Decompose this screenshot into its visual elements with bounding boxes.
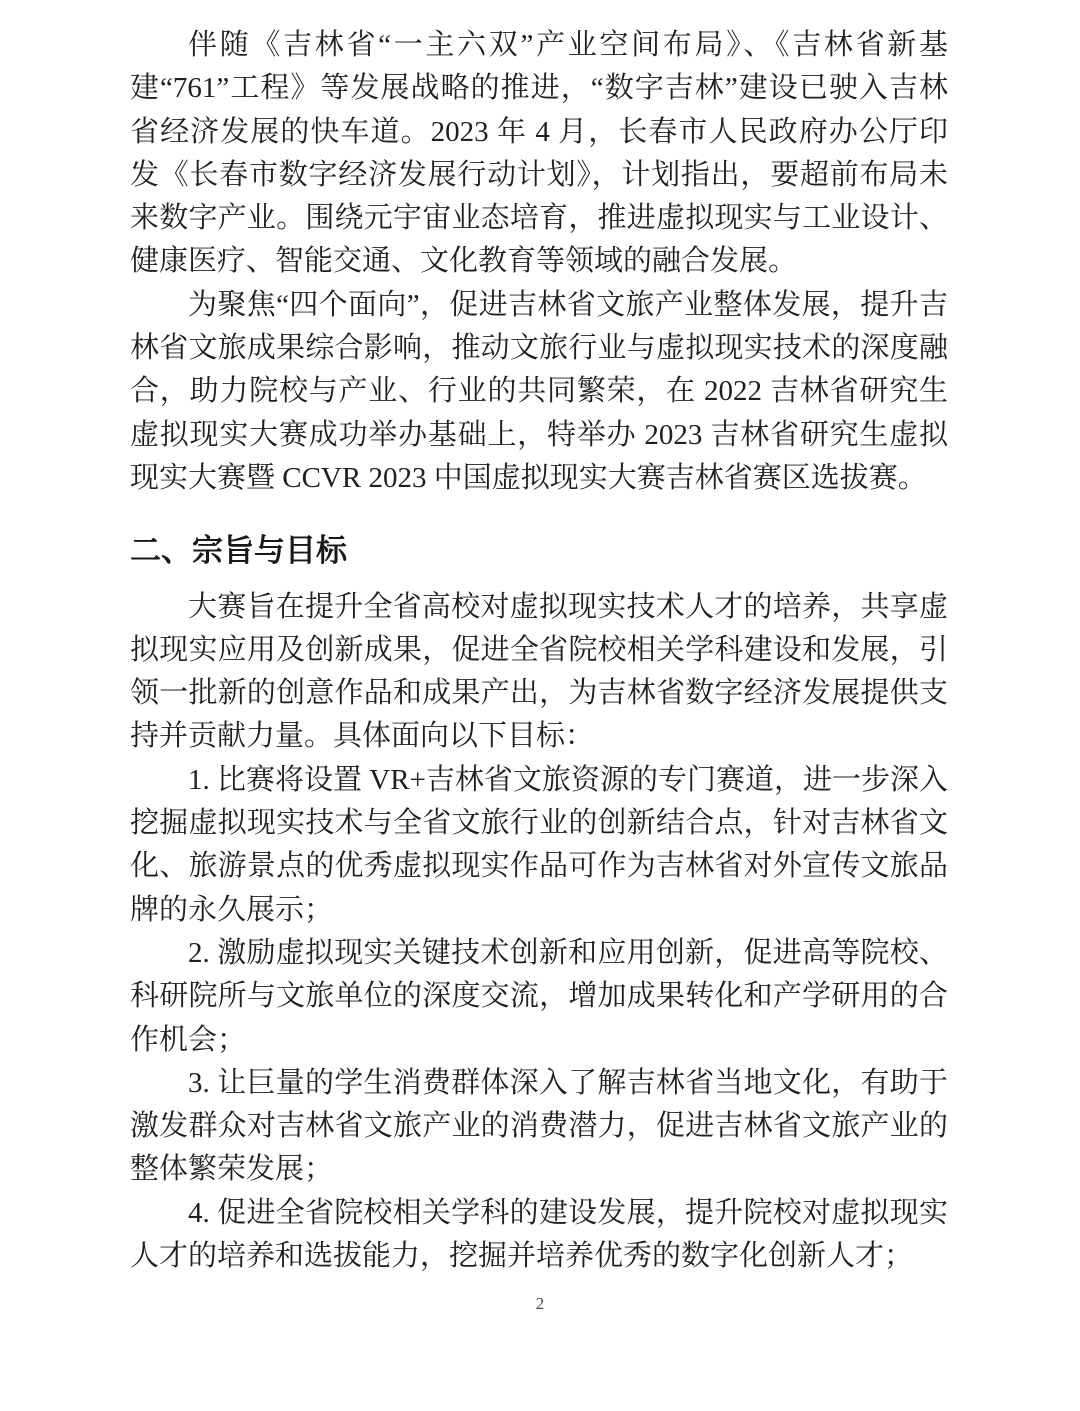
paragraph-strategy-intro: 伴随《吉林省“一主六双”产业空间布局》、《吉林省新基建“761”工程》等发展战略的推进，“数字吉林”建设已驶入吉林省经济发展的快车道。2023 年 4 月，长春市人民政府办公厅印发《长春市数字经济发展行动计划》，计划指出，要超前布局未来数字产业。围绕元宇宙业态培育，推进虚拟现实与工业设计、健康医疗、智能交通、文化教育等领域的融合发展。 (130, 29, 948, 278)
section-heading-purpose-and-goals: 二、宗旨与目标 (130, 533, 347, 569)
paragraph-competition-background: 为聚焦“四个面向”，促进吉林省文旅产业整体发展，提升吉林省文旅成果综合影响，推动文旅行业与虚拟现实技术的深度融合，助力院校与产业、行业的共同繁荣，在 2022 吉林省研究生虚拟现实大赛成功举办基础上，特举办 2023 吉林省研究生虚拟现实大赛暨 CCVR 2023 中国虚拟现实大赛吉林省赛区选拔赛。 (130, 288, 948, 494)
paragraph-purpose: 大赛旨在提升全省高校对虚拟现实技术人才的培养，共享虚拟现实应用及创新成果，促进全省院校相关学科建设和发展，引领一批新的创意作品和成果产出，为吉林省数字经济发展提供支持并贡献力量。具体面向以下目标： (130, 590, 948, 753)
goal-item-3: 3. 让巨量的学生消费群体深入了解吉林省当地文化，有助于激发群众对吉林省文旅产业的消费潜力，促进吉林省文旅产业的整体繁荣发展； (130, 1066, 948, 1186)
goal-item-1: 1. 比赛将设置 VR+吉林省文旅资源的专门赛道，进一步深入挖掘虚拟现实技术与全省文旅行业的创新结合点，针对吉林省文化、旅游景点的优秀虚拟现实作品可作为吉林省对外宣传文旅品牌的永久展示； (130, 763, 948, 926)
goal-item-4: 4. 促进全省院校相关学科的建设发展，提升院校对虚拟现实人才的培养和选拔能力，挖掘并培养优秀的数字化创新人才； (130, 1196, 948, 1273)
goal-item-2: 2. 激励虚拟现实关键技术创新和应用创新，促进高等院校、科研院所与文旅单位的深度交流，增加成果转化和产学研用的合作机会； (130, 936, 948, 1056)
page-number: 2 (535, 1294, 545, 1313)
